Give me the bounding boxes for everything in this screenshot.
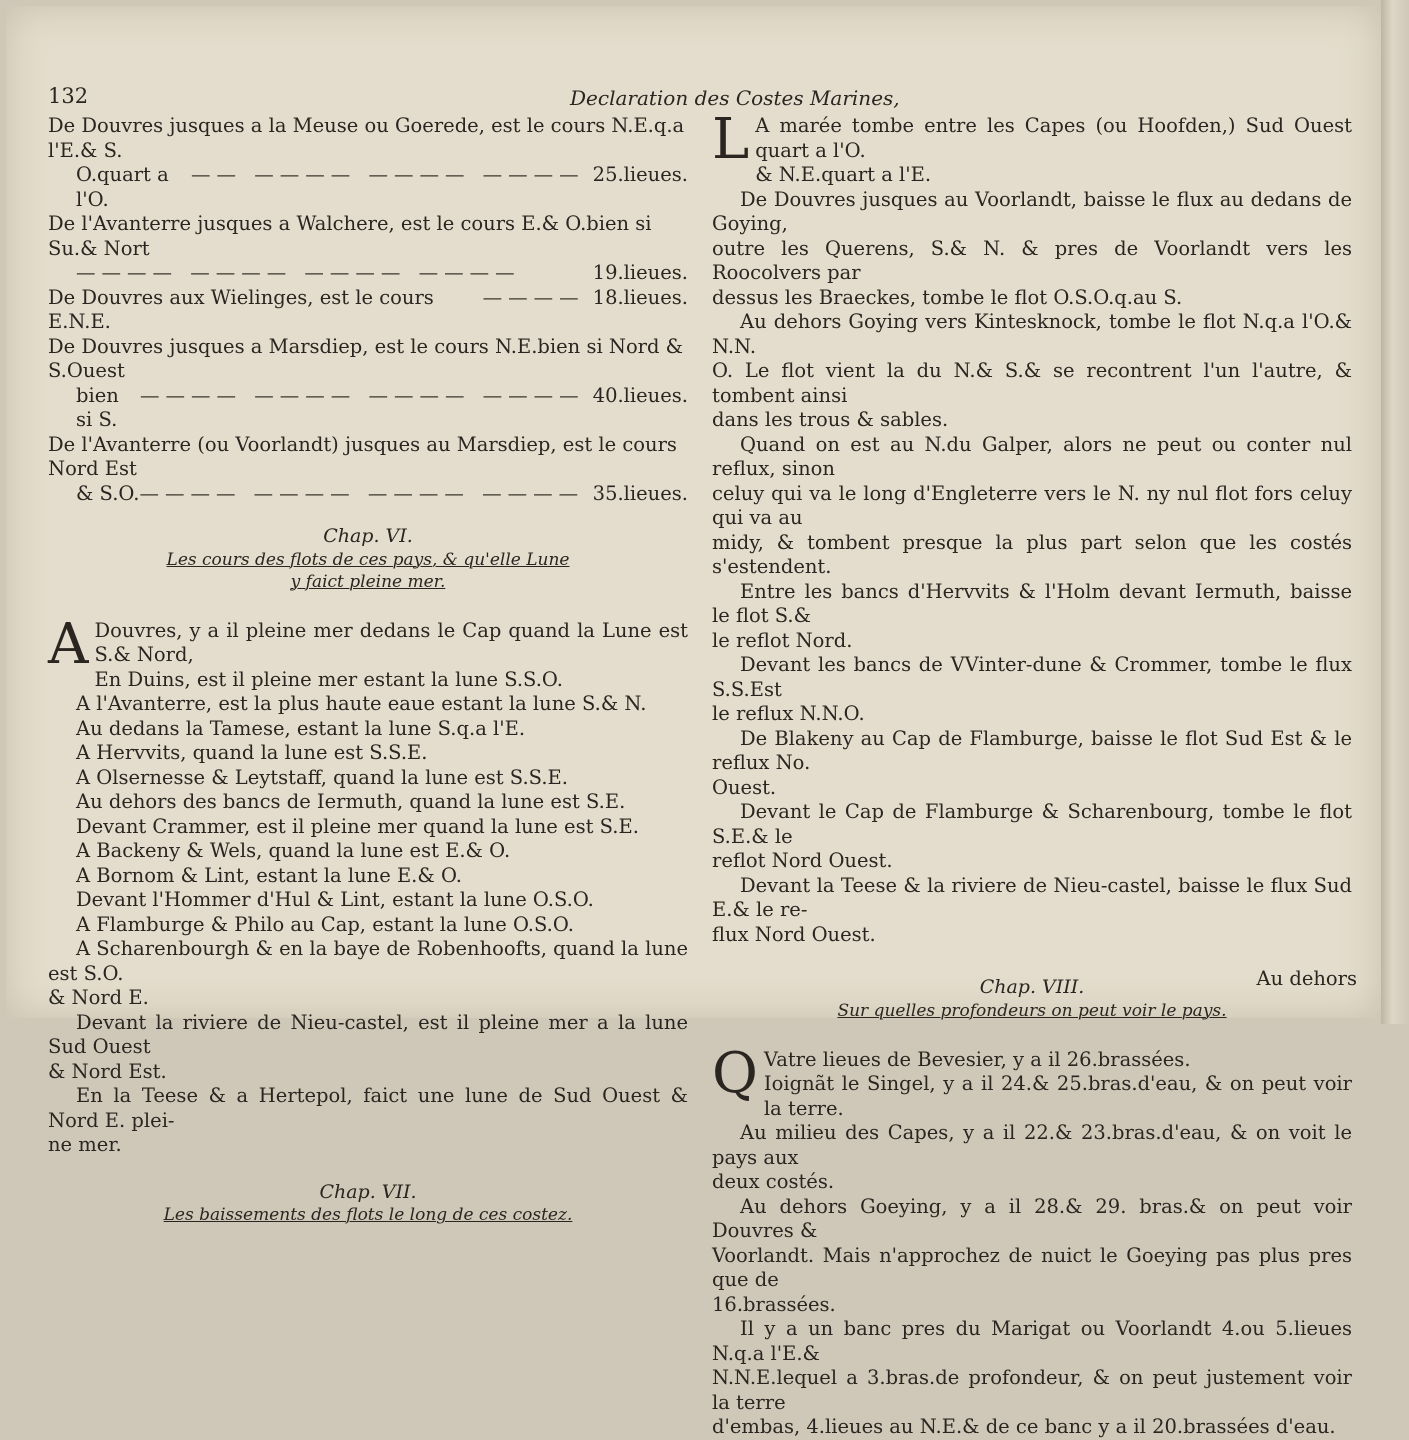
right-column	[712, 107, 1352, 1440]
text-line: Au dehors des bancs de Iermuth, quand la lune est S.E.	[76, 790, 626, 813]
text-line: Ioignãt le Singel, y a il 24.& 25.bras.d'eau, & on peut voir la terre.	[763, 1072, 1352, 1120]
text-line: Devant la riviere de Nieu-castel, est il pleine mer a la lune Sud Ouest	[48, 1010, 688, 1058]
text-line: ne mer.	[48, 1133, 122, 1156]
text-line: & N.E.quart a l'E.	[755, 163, 932, 186]
dash-leader: —— ———— ———— ————	[191, 163, 585, 186]
text-line: A Flamburge & Philo au Cap, estant la lune O.S.O.	[76, 912, 574, 936]
text-line: reflot Nord Ouest.	[712, 849, 893, 872]
route-text: De l'Avanterre jusques a Walchere, est le cours E.& O.bien si Su.& Nort	[48, 212, 652, 260]
text-line: Au dehors Goeying, y a il 28.& 29. bras.& on peut voir Douvres &	[712, 1194, 1352, 1242]
text-line: De Blakeny au Cap de Flamburge, baisse le flot Sud Est & le reflux No.	[712, 726, 1352, 774]
text-line: En la Teese & a Hertepol, faict une lune de Sud Ouest & Nord E. plei-	[48, 1084, 688, 1132]
text-line: & Nord E.	[48, 986, 149, 1009]
text-line: A Backeny & Wels, quand la lune est E.& O.	[76, 839, 511, 862]
text-line: flux Nord Ouest.	[712, 922, 876, 946]
text-line: A Olsernesse & Leytstaff, quand la lune est S.S.E.	[76, 765, 568, 789]
route-text-cont: bien si S.	[76, 383, 119, 431]
dash-leader: ————	[482, 285, 585, 309]
text-line: A l'Avanterre, est la plus haute eaue estant la lune S.& N.	[76, 692, 647, 715]
text-line: Devant le Cap de Flamburge & Scharenbourg, tombe le flot S.E.& le	[712, 800, 1352, 848]
text-line: le reflot Nord.	[712, 628, 853, 652]
route-text-cont: O.quart a l'O.	[76, 163, 169, 211]
chapter-title: Chap. VII.	[319, 1180, 417, 1203]
text-line: O. Le flot vient la du N.& S.& se recontrent l'un l'autre, & tombent ainsi	[712, 359, 1352, 407]
route-text-cont: & S.O.	[76, 481, 140, 505]
chapter-heading	[48, 1180, 688, 1227]
drop-cap: A	[48, 611, 89, 677]
route-entry	[48, 335, 688, 433]
route-text: De Douvres jusques a Marsdiep, est le cours N.E.bien si Nord & S.Ouest	[48, 334, 684, 382]
text-line: A Bornom & Lint, estant la lune E.& O.	[76, 863, 462, 887]
route-entry	[48, 286, 688, 335]
chapter-body	[712, 107, 1352, 947]
text-line: Devant la Teese & la riviere de Nieu-castel, baisse le flux Sud E.& le re-	[712, 873, 1352, 921]
chapter-subtitle: Les baissements des flots le long de ces costez.	[163, 1205, 573, 1225]
chapter-subtitle: Sur quelles profondeurs on peut voir le pays.	[837, 1000, 1227, 1021]
text-line: A marée tombe entre les Capes (ou Hoofden,) Sud Ouest quart a l'O.	[755, 114, 1352, 162]
text-line: d'embas, 4.lieues au N.E.& de ce banc y a il 20.brassées d'eau.	[712, 1415, 1336, 1438]
route-entry	[48, 433, 688, 507]
text-line: Voorlandt. Mais n'approchez de nuict le Goeying pas plus pres que de	[712, 1243, 1352, 1291]
route-distance: 40.lieues.	[592, 383, 688, 407]
chapter-title: Chap. VI.	[323, 525, 413, 547]
route-entry	[48, 114, 688, 212]
route-text: De l'Avanterre (ou Voorlandt) jusques au Marsdiep, est le cours Nord Est	[48, 432, 677, 480]
text-line: N.N.E.lequel a 3.bras.de profondeur, & on peut justement voir la terre	[712, 1366, 1352, 1414]
text-line: dans les trous & sables.	[712, 408, 949, 431]
text-line: Au dehors Goying vers Kintesknock, tombe le flot N.q.a l'O.& N.N.	[712, 310, 1352, 358]
dash-leader: ———— ———— ———— ————	[140, 383, 585, 407]
text-line: 16.brassées.	[712, 1292, 836, 1316]
route-distance: 18.lieues.	[592, 285, 688, 309]
drop-cap: L	[712, 107, 750, 172]
chapter-heading	[48, 524, 688, 593]
text-line: Il y a un banc pres du Marigat ou Voorlandt 4.ou 5.lieues N.q.a l'E.&	[712, 1317, 1352, 1365]
drop-cap: Q	[712, 1040, 758, 1106]
text-line: A Hervvits, quand la lune est S.S.E.	[76, 741, 428, 764]
text-line: celuy qui va le long d'Engleterre vers le N. ny nul flot fors celuy qui va au	[712, 481, 1352, 529]
text-line: dessus les Braeckes, tombe le flot O.S.O.q.au S.	[712, 285, 1183, 309]
text-line: En Duins, est il pleine mer estant la lune S.S.O.	[94, 667, 563, 691]
chapter-body	[712, 1040, 1352, 1440]
dash-leader: ———— ———— ———— ————	[76, 261, 521, 284]
route-text: De Douvres aux Wielinges, est le cours E.N.E.	[48, 285, 434, 333]
text-line: Devant Crammer, est il pleine mer quand la lune est S.E.	[76, 814, 639, 838]
text-line: le reflux N.N.O.	[712, 702, 865, 725]
text-line: A Scharenbourgh & en la baye de Robenhoofts, quand la lune est S.O.	[48, 937, 688, 985]
chapter-subtitle: y faict pleine mer.	[290, 571, 446, 592]
dash-leader: ———— ———— ———— ————	[139, 481, 585, 505]
text-line: Au milieu des Capes, y a il 22.& 23.bras.d'eau, & on voit le pays aux	[712, 1121, 1352, 1169]
route-text: De Douvres jusques a la Meuse ou Goerede, est le cours N.E.q.a l'E.& S.	[48, 114, 685, 162]
text-line: midy, & tombent presque la plus part selon que les costés s'estendent.	[712, 530, 1352, 578]
text-line: Vatre lieues de Bevesier, y a il 26.brassées.	[763, 1047, 1191, 1071]
text-line: outre les Querens, S.& N. & pres de Voorlandt vers les Roocolvers par	[712, 236, 1352, 284]
text-line: deux costés.	[712, 1170, 835, 1193]
route-distance: 19.lieues.	[592, 261, 688, 284]
text-line: Entre les bancs d'Hervvits & l'Holm devant Iermuth, baisse le flot S.&	[712, 579, 1352, 627]
text-line: Devant l'Hommer d'Hul & Lint, estant la lune O.S.O.	[76, 888, 594, 911]
text-line: Quand on est au N.du Galper, alors ne peut ou conter nul reflux, sinon	[712, 432, 1352, 480]
route-distance: 35.lieues.	[592, 481, 688, 505]
left-column	[48, 114, 688, 1226]
text-line: Devant les bancs de VVinter-dune & Crommer, tombe le flux S.S.Est	[712, 653, 1352, 701]
chapter-subtitle: Les cours des flots de ces pays, & qu'elle Lune	[166, 549, 570, 570]
text-line: Ouest.	[712, 775, 777, 799]
text-line: Au dedans la Tamese, estant la lune S.q.a l'E.	[76, 716, 526, 740]
route-entry	[48, 212, 688, 286]
text-line: & Nord Est.	[48, 1059, 167, 1083]
route-distance: 25.lieues.	[592, 163, 688, 186]
page-header	[48, 84, 1348, 114]
chapter-title: Chap. VIII.	[979, 976, 1085, 998]
text-line: De Douvres jusques au Voorlandt, baisse le flux au dedans de Goying,	[712, 187, 1352, 235]
catchword: Au dehors	[1256, 967, 1357, 990]
page-number: 132	[48, 84, 89, 108]
chapter-body	[48, 611, 688, 1158]
text-line: Douvres, y a il pleine mer dedans le Cap quand la Lune est S.& Nord,	[94, 618, 688, 666]
page-edge	[1381, 0, 1409, 1024]
running-title: Declaration des Costes Marines,	[570, 86, 900, 110]
